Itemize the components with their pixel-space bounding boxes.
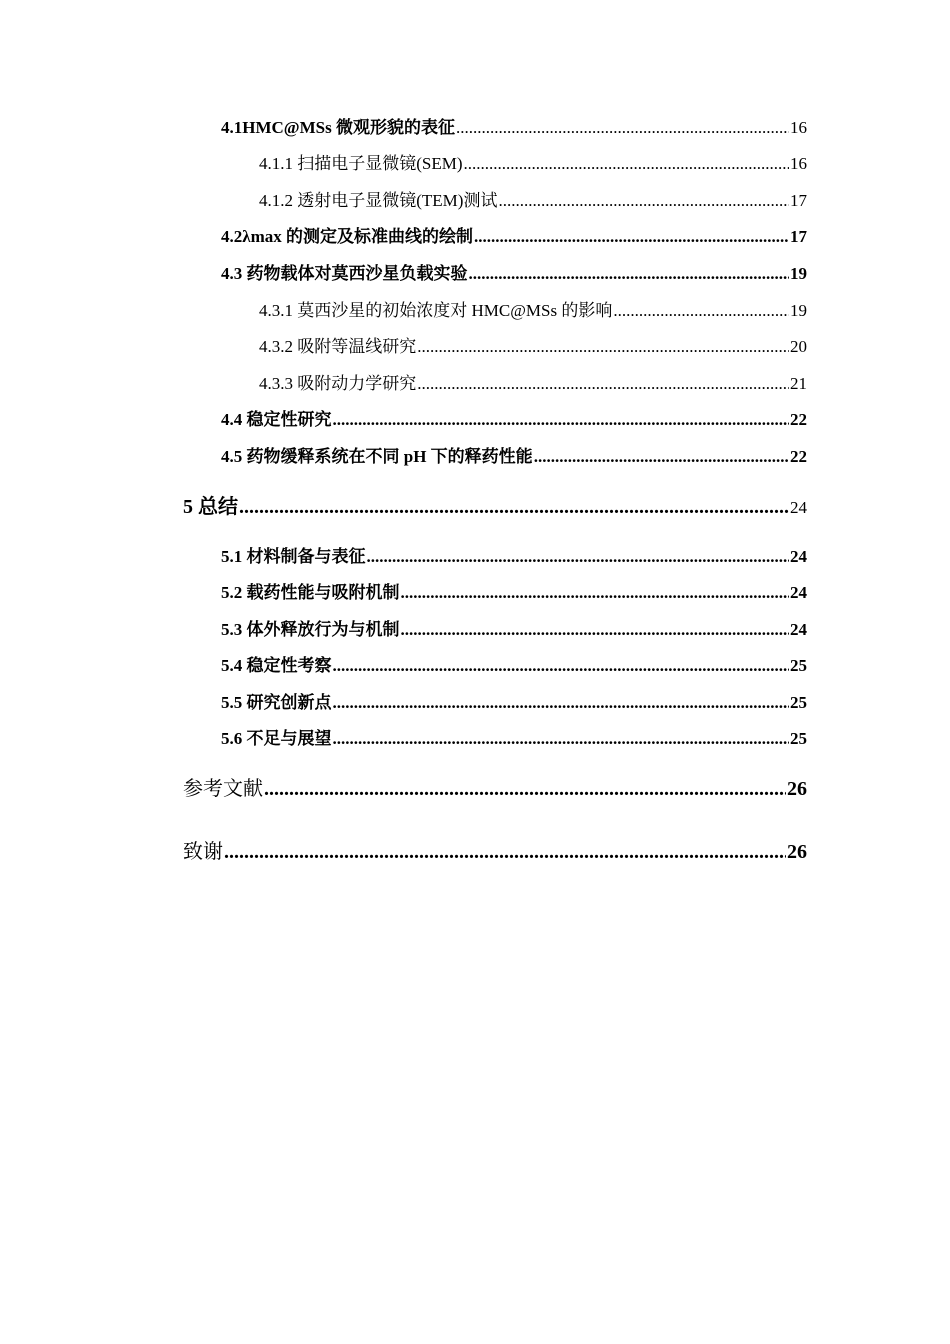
toc-entry-title: 4.4 稳定性研究 [221, 410, 332, 429]
toc-entry-page: 24 [790, 547, 807, 566]
toc-entry-title: 4.1.1 扫描电子显微镜(SEM) [259, 154, 463, 173]
toc-entry-title: 5.3 体外释放行为与机制 [221, 620, 400, 639]
toc-entry-title: 4.3.2 吸附等温线研究 [259, 337, 417, 356]
toc-entry-leader [613, 300, 789, 322]
toc-entry-page: 17 [790, 191, 807, 210]
toc-entry-page: 19 [790, 301, 807, 320]
toc-entry-title: 4.3.3 吸附动力学研究 [259, 374, 417, 393]
toc-entry-leader [464, 153, 789, 175]
toc-entry-page: 25 [790, 729, 807, 748]
toc-entry-acknowledgements[interactable] [183, 839, 807, 865]
toc-entry-leader [417, 373, 789, 395]
toc-entry-5-3[interactable] [221, 619, 807, 641]
toc-entry-4-4[interactable] [221, 409, 807, 431]
toc-entry-title: 致谢 [183, 841, 223, 863]
toc-entry-4-3-3[interactable] [259, 373, 807, 395]
toc-entry-leader [333, 655, 790, 677]
toc-entry-leader [401, 619, 790, 641]
toc-entry-leader [456, 117, 789, 139]
toc-entry-references[interactable] [183, 776, 807, 802]
toc-entry-page: 24 [790, 583, 807, 602]
toc-entry-title: 5.1 材料制备与表征 [221, 547, 366, 566]
toc-entry-leader [333, 409, 790, 431]
toc-entry-page: 16 [790, 118, 807, 137]
toc-entry-page: 26 [787, 841, 807, 863]
toc-entry-page: 21 [790, 374, 807, 393]
toc-entry-4-3[interactable] [221, 263, 807, 285]
toc-entry-leader [417, 336, 789, 358]
toc-entry-page: 25 [790, 656, 807, 675]
toc-entry-5-2[interactable] [221, 582, 807, 604]
toc-entry-5[interactable] [183, 494, 807, 521]
toc-entry-page: 24 [790, 620, 807, 639]
toc-entry-title: 4.3.1 莫西沙星的初始浓度对 HMC@MSs 的影响 [259, 301, 613, 320]
toc-entry-title: 4.1.2 透射电子显微镜(TEM)测试 [259, 191, 498, 210]
toc-entry-leader [469, 263, 790, 285]
toc-entry-title: 5 总结 [183, 496, 238, 518]
toc-entry-title: 参考文献 [183, 778, 263, 800]
toc-entry-4-1-1[interactable] [259, 153, 807, 175]
toc-entry-page: 22 [790, 447, 807, 466]
toc-entry-page: 22 [790, 410, 807, 429]
toc-entry-leader [534, 446, 789, 468]
toc-entry-title: 4.1HMC@MSs 微观形貌的表征 [221, 118, 455, 137]
toc-entry-leader [474, 226, 789, 248]
toc-entry-5-6[interactable] [221, 728, 807, 750]
toc-entry-4-3-1[interactable] [259, 300, 807, 322]
toc-entry-4-1-2[interactable] [259, 190, 807, 212]
toc-entry-title: 4.3 药物载体对莫西沙星负载实验 [221, 264, 468, 283]
toc-entry-4-3-2[interactable] [259, 336, 807, 358]
toc-entry-page: 20 [790, 337, 807, 356]
toc-entry-5-1[interactable] [221, 546, 807, 568]
toc-entry-leader [239, 494, 789, 520]
toc-entry-leader [264, 776, 786, 802]
toc-entry-page: 19 [790, 264, 807, 283]
toc-entry-4-2[interactable] [221, 226, 807, 248]
toc-entry-title: 5.6 不足与展望 [221, 729, 332, 748]
toc-entry-page: 25 [790, 693, 807, 712]
toc-entry-leader [224, 839, 786, 865]
toc-entry-leader [333, 728, 790, 750]
toc-entry-title: 5.5 研究创新点 [221, 693, 332, 712]
toc-entry-leader [367, 546, 790, 568]
toc-entry-4-5[interactable] [221, 446, 807, 468]
toc-entry-title: 5.4 稳定性考察 [221, 656, 332, 675]
toc-entry-leader [401, 582, 790, 604]
toc-entry-title: 4.5 药物缓释系统在不同 pH 下的释药性能 [221, 447, 533, 466]
toc-entry-5-5[interactable] [221, 692, 807, 714]
toc-entry-page: 24 [790, 498, 807, 517]
toc-entry-page: 26 [787, 778, 807, 800]
toc-entry-page: 17 [790, 227, 807, 246]
toc-entry-4-1[interactable] [221, 117, 807, 139]
toc-entry-page: 16 [790, 154, 807, 173]
toc-entry-title: 4.2λmax 的测定及标准曲线的绘制 [221, 227, 474, 246]
toc-entry-title: 5.2 载药性能与吸附机制 [221, 583, 400, 602]
toc-entry-leader [333, 692, 790, 714]
toc-entry-leader [498, 190, 789, 212]
toc-entry-5-4[interactable] [221, 655, 807, 677]
